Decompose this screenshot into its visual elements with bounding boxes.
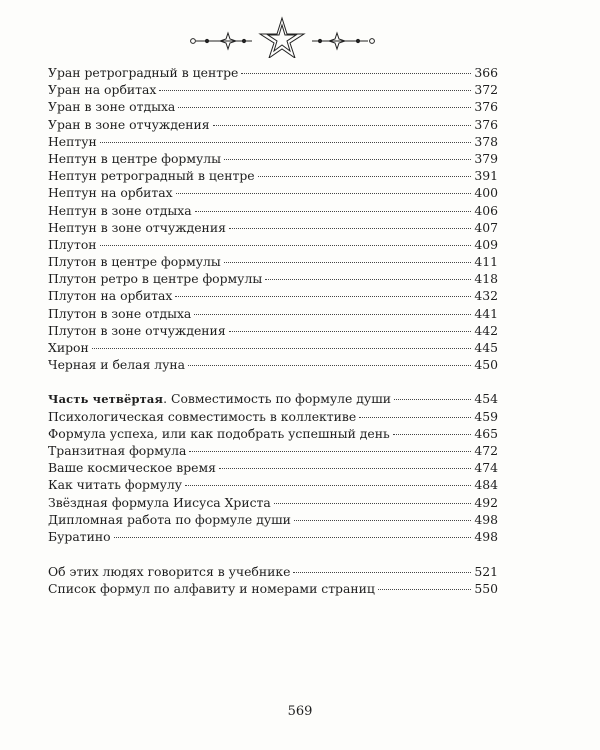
toc-entry[interactable] [48,322,498,339]
entry-page-number: 432 [474,288,498,304]
entry-page-number: 521 [474,564,498,580]
entry-page-number: 492 [474,494,498,510]
entry-title: Об этих людях говорится в учебнике [48,564,291,580]
toc-part-heading[interactable] [48,390,498,407]
part-title: . Совместимость по формуле души [163,391,392,407]
entry-page-number: 459 [474,408,498,424]
entry-page-number: 378 [474,133,498,149]
toc-entry[interactable] [48,459,498,476]
page-number: 569 [287,704,313,719]
entry-title: Плутон в зоне отчуждения [48,322,226,338]
entry-title: Ваше космическое время [48,460,216,476]
entry-title: Хирон [48,340,89,355]
toc-entry[interactable] [48,425,498,442]
entry-page-number: 366 [474,65,498,80]
entry-page-number: 407 [474,219,498,235]
toc-entry[interactable] [48,305,498,322]
toc-entry[interactable] [48,236,498,253]
toc-entry[interactable] [48,563,498,580]
entry-title: Психологическая совместимость в коллективе [48,408,357,424]
toc-entry[interactable] [48,150,498,167]
dot-leader [258,176,471,177]
toc-entry[interactable] [48,219,498,236]
entry-page-number: 498 [474,511,498,527]
entry-page-number: 484 [474,477,498,493]
entry-title [48,390,391,408]
dot-leader [194,314,471,315]
entry-title: Плутон [48,236,97,252]
dot-leader [189,451,471,452]
entry-title: Транзитная формула [48,442,187,458]
entry-title: Плутон ретро в центре формулы [48,271,263,287]
header-star-ornament [0,10,600,58]
entry-page-number: 445 [474,340,498,355]
entry-page-number: 474 [474,460,498,476]
dot-leader [100,142,471,143]
toc-entry[interactable] [48,476,498,493]
toc-entry[interactable] [48,339,498,356]
entry-title: Как читать формулу [48,477,183,493]
toc-entry[interactable] [48,408,498,425]
entry-page-number: 400 [474,185,498,201]
entry-page-number: 450 [474,357,498,373]
entry-page-number: 418 [474,271,498,287]
toc-entry[interactable] [48,580,498,597]
dot-leader [100,245,471,246]
entry-title: Формула успеха, или как подобрать успешный день [48,425,390,441]
dot-leader [394,399,471,400]
entry-page-number: 376 [474,116,498,132]
entry-page-number: 406 [474,202,498,218]
entry-page-number: 465 [474,425,498,441]
dot-leader [378,589,471,590]
toc-entry[interactable] [48,442,498,459]
entry-title: Нептун в центре формулы [48,150,222,166]
toc-entry[interactable] [48,494,498,511]
toc-entry[interactable] [48,270,498,287]
dot-leader [175,296,471,297]
dot-leader [293,572,471,573]
dot-leader [229,331,471,332]
toc-entry[interactable] [48,253,498,270]
dot-leader [185,485,471,486]
entry-page-number: 550 [474,581,498,597]
entry-page-number: 379 [474,150,498,166]
entry-page-number: 391 [474,168,498,184]
dot-leader [224,159,471,160]
entry-title: Плутон в зоне отдыха [48,305,192,321]
toc-entry[interactable] [48,98,498,115]
entry-title: Буратино [48,528,111,544]
entry-title: Нептун в зоне отчуждения [48,219,226,235]
entry-title: Дипломная работа по формуле души [48,511,291,527]
entry-page-number: 372 [474,82,498,98]
entry-page-number: 498 [474,528,498,544]
toc-entry[interactable] [48,133,498,150]
dot-leader [92,348,471,349]
entry-title: Уран в зоне отчуждения [48,116,210,132]
entry-title: Нептун на орбитах [48,185,173,201]
dot-leader [274,503,471,504]
dot-leader [195,211,471,212]
entry-title: Список формул по алфавиту и номерами страниц [48,581,375,597]
dot-leader [393,434,471,435]
toc-entry[interactable] [48,184,498,201]
dot-leader [114,537,471,538]
dot-leader [178,107,471,108]
toc-entry[interactable] [48,202,498,219]
toc-entry[interactable] [48,287,498,304]
entry-title: Звёздная формула Иисуса Христа [48,494,271,510]
entry-title: Нептун [48,133,97,149]
entry-page-number: 441 [474,305,498,321]
entry-title: Уран ретроградный в центре [48,65,239,80]
dot-leader [241,73,471,74]
entry-page-number: 376 [474,99,498,115]
toc-entry[interactable] [48,167,498,184]
dot-leader [265,279,471,280]
entry-title: Уран в зоне отдыха [48,99,176,115]
toc-entry[interactable] [48,528,498,545]
toc-entry[interactable] [48,81,498,98]
toc-entry[interactable] [48,356,498,373]
toc-entry[interactable] [48,64,498,81]
part-label: Часть четвёртая [48,392,164,407]
entry-title: Нептун ретроградный в центре [48,168,255,184]
dot-leader [188,365,471,366]
entry-page-number: 411 [474,254,498,270]
table-of-contents [48,64,498,597]
dot-leader [294,520,471,521]
dot-leader [219,468,471,469]
entry-title: Плутон на орбитах [48,288,173,304]
entry-page-number: 409 [474,236,498,252]
toc-entry[interactable] [48,116,498,133]
dot-leader [176,193,471,194]
entry-title: Черная и белая луна [48,357,186,373]
entry-page-number: 454 [474,391,498,407]
toc-entry[interactable] [48,511,498,528]
dot-leader [359,417,471,418]
entry-title: Плутон в центре формулы [48,254,221,270]
entry-page-number: 442 [474,322,498,338]
dot-leader [159,90,471,91]
dot-leader [213,125,471,126]
entry-title: Уран на орбитах [48,82,157,98]
dot-leader [224,262,471,263]
entry-title: Нептун в зоне отдыха [48,202,192,218]
entry-page-number: 472 [474,442,498,458]
dot-leader [229,228,471,229]
